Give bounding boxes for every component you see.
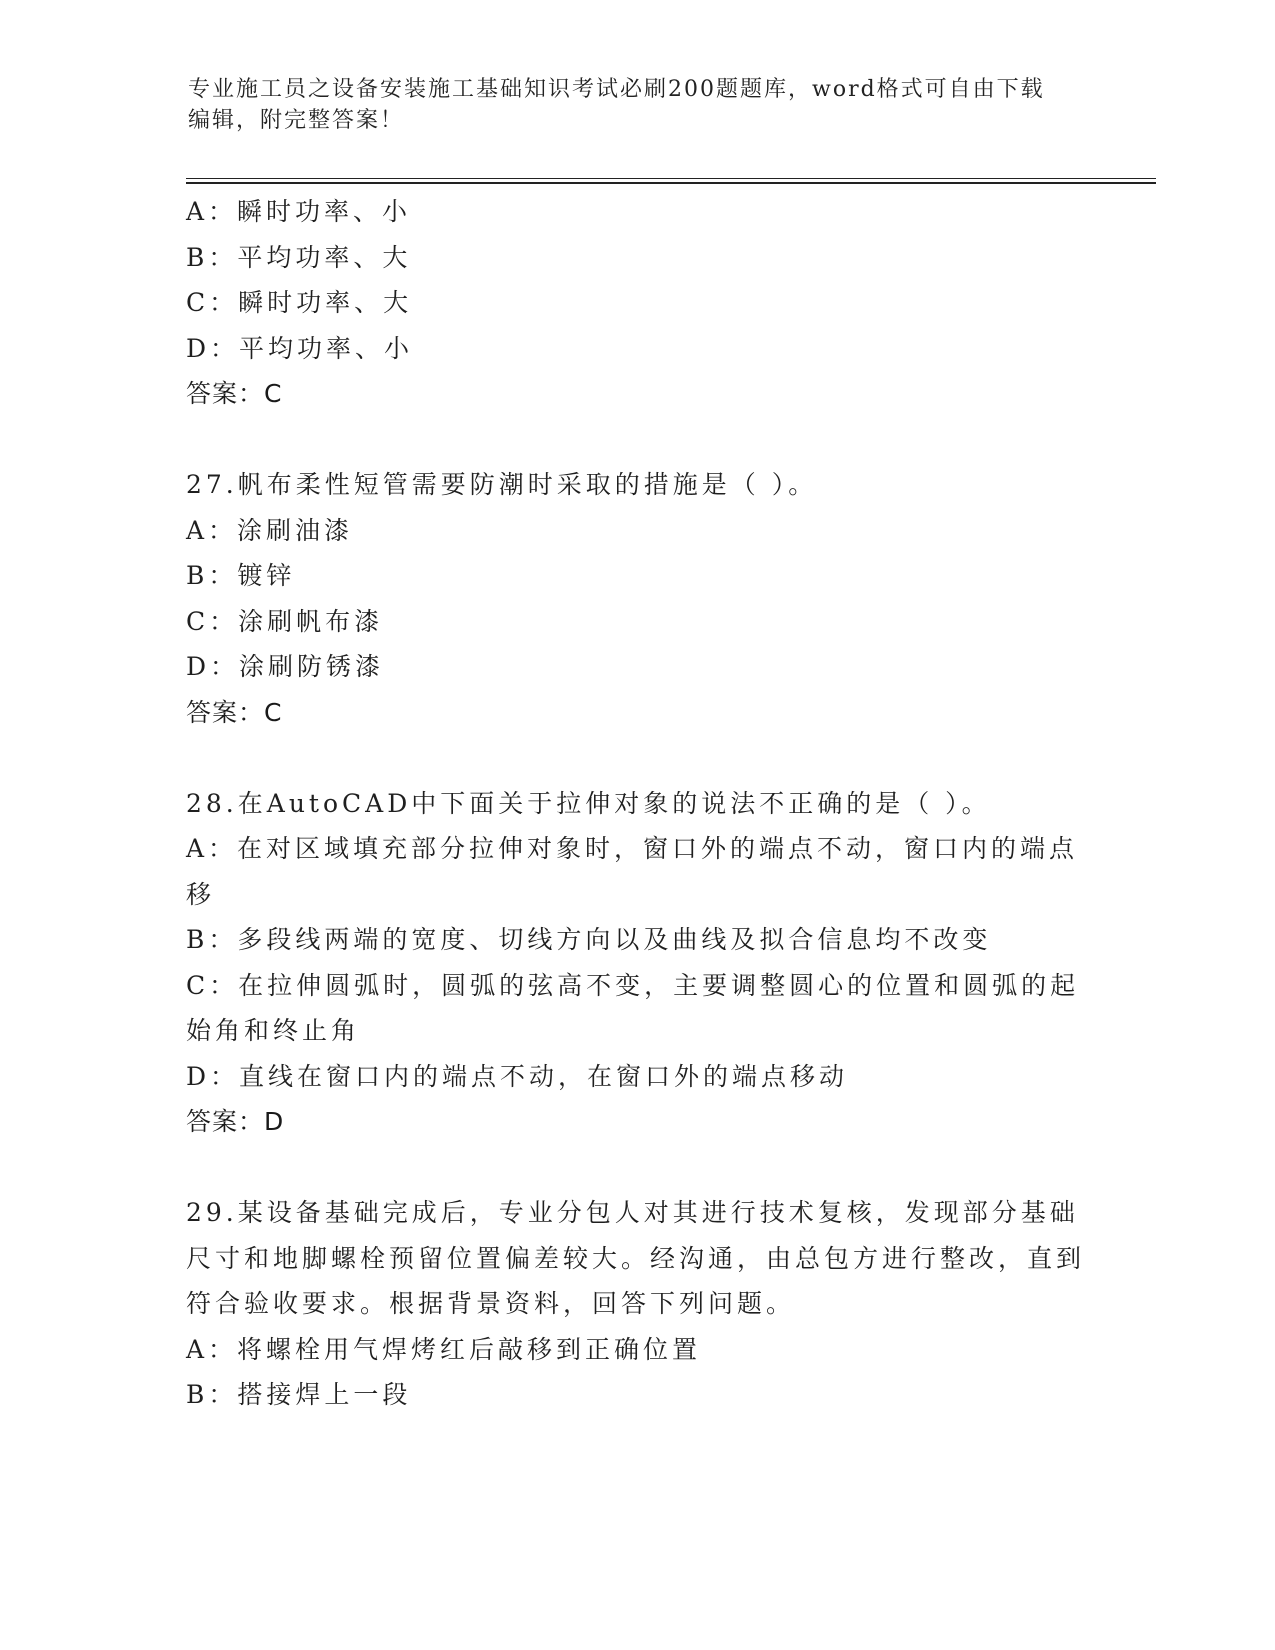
question-29-stem: 29.某设备基础完成后，专业分包人对其进行技术复核，发现部分基础尺寸和地脚螺栓预留位置偏差较大。经沟通，由总包方进行整改，直到符合验收要求。根据背景资料，回答下列问题。 (186, 1198, 1086, 1318)
question-28-options (186, 826, 1086, 1099)
question-27-option-b: B：镀锌 (186, 561, 296, 590)
header-divider-thick (186, 182, 1156, 184)
question-27-option-c: C：涂刷帆布漆 (186, 606, 384, 636)
question-28-answer: 答案：D (186, 1107, 285, 1136)
spacer (186, 417, 1086, 463)
question-28-option-c: C：在拉伸圆弧时，圆弧的弦高不变，主要调整圆心的位置和圆弧的起始角和终止角 (186, 970, 1080, 1045)
question-26-answer: 答案：C (186, 379, 283, 408)
question-29-option-a: A：将螺栓用气焊烤红后敲移到正确位置 (186, 1334, 702, 1364)
question-26-option-a: A：瞬时功率、小 (186, 197, 412, 226)
question-27-option-d: D：涂刷防锈漆 (186, 652, 385, 681)
question-27-options (186, 508, 1086, 690)
question-27-stem: 27.帆布柔性短管需要防潮时采取的措施是（ ）。 (186, 470, 818, 499)
question-27-answer: 答案：C (186, 697, 283, 727)
spacer (186, 1145, 1086, 1191)
question-26-option-d: D：平均功率、小 (186, 333, 414, 363)
question-29-option-b: B：搭接焊上一段 (186, 1380, 412, 1409)
question-28-option-b: B：多段线两端的宽度、切线方向以及曲线及拟合信息均不改变 (186, 925, 992, 954)
document-header: 专业施工员之设备安装施工基础知识考试必刷200题题库，word格式可自由下载编辑，附完整答案！ (188, 77, 1045, 133)
spacer (186, 735, 1086, 781)
question-26-option-c: C：瞬时功率、大 (186, 288, 413, 317)
question-29-options (186, 1327, 1086, 1418)
question-28-option-d: D：直线在窗口内的端点不动，在窗口外的端点移动 (186, 1061, 849, 1091)
question-28-stem: 28.在AutoCAD中下面关于拉伸对象的说法不正确的是（ ）。 (186, 788, 991, 818)
question-26-option-b: B：平均功率、大 (186, 242, 412, 272)
header-divider-thin (186, 178, 1156, 179)
question-28-option-a: A：在对区域填充部分拉伸对象时，窗口外的端点不动，窗口内的端点移 (186, 834, 1079, 909)
question-content (186, 189, 1086, 1418)
question-26-options (186, 189, 1086, 371)
question-27-option-a: A：涂刷油漆 (186, 515, 354, 545)
